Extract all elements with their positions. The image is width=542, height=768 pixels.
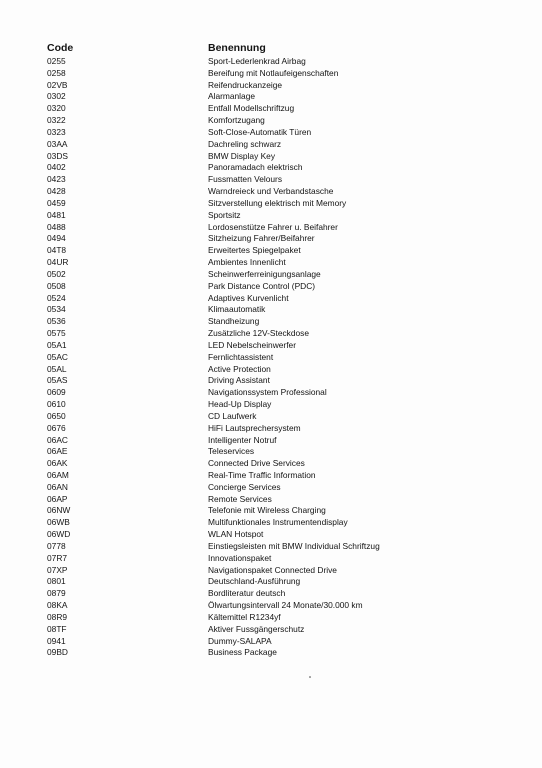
option-code: 05A1	[47, 339, 67, 350]
option-name: Innovationspaket	[208, 552, 272, 563]
option-name: Driving Assistant	[208, 375, 270, 386]
option-name: Standheizung	[208, 316, 260, 327]
option-name: Remote Services	[208, 493, 272, 504]
scan-speck	[309, 676, 311, 678]
table-row	[47, 446, 407, 458]
table-row	[47, 352, 407, 364]
table-row	[47, 565, 407, 577]
option-code: 0575	[47, 328, 66, 339]
option-code: 08KA	[47, 600, 68, 611]
option-name: Aktiver Fussgängerschutz	[208, 623, 305, 634]
table-row	[47, 115, 407, 127]
table-row	[47, 423, 407, 435]
option-code: 0801	[47, 576, 66, 587]
option-name: Connected Drive Services	[208, 458, 305, 469]
option-code: 0676	[47, 422, 66, 433]
table-row	[47, 162, 407, 174]
table-row	[47, 636, 407, 648]
option-name: HiFi Lautsprechersystem	[208, 422, 301, 433]
table-row	[47, 139, 407, 151]
option-code: 04UR	[47, 257, 69, 268]
table-row	[47, 494, 407, 506]
option-name: Einstiegsleisten mit BMW Individual Schriftzug	[208, 540, 380, 551]
option-code: 0428	[47, 186, 66, 197]
option-code: 0459	[47, 197, 66, 208]
option-name: Ölwartungsintervall 24 Monate/30.000 km	[208, 600, 363, 611]
option-code: 0494	[47, 233, 66, 244]
option-name: Navigationssystem Professional	[208, 387, 327, 398]
option-name: Entfall Modellschriftzug	[208, 103, 295, 114]
column-header-code: Code	[47, 42, 74, 54]
table-row	[47, 647, 407, 659]
option-name: Fussmatten Velours	[208, 174, 283, 185]
option-code: 06AK	[47, 458, 68, 469]
option-code: 0778	[47, 540, 66, 551]
option-name: Bereifung mit Notlaufeigenschaften	[208, 67, 339, 78]
table-row	[47, 151, 407, 163]
option-code: 02VB	[47, 79, 68, 90]
table-row	[47, 612, 407, 624]
option-name: Sportsitz	[208, 209, 241, 220]
option-code: 04T8	[47, 245, 67, 256]
option-name: Ambientes Innenlicht	[208, 257, 286, 268]
option-code: 03AA	[47, 138, 68, 149]
table-row	[47, 68, 407, 80]
option-code: 08R9	[47, 611, 68, 622]
option-name: Navigationspaket Connected Drive	[208, 564, 337, 575]
table-row	[47, 91, 407, 103]
option-name: Fernlichtassistent	[208, 351, 274, 362]
option-name: BMW Display Key	[208, 150, 276, 161]
option-name: Sport-Lederlenkrad Airbag	[208, 56, 306, 66]
option-code: 0508	[47, 280, 66, 291]
option-name: Alarmanlage	[208, 91, 256, 102]
option-code: 0302	[47, 91, 66, 102]
table-row	[47, 435, 407, 447]
table-row	[47, 281, 407, 293]
option-name: Adaptives Kurvenlicht	[208, 292, 289, 303]
table-header-row	[47, 41, 407, 56]
option-code: 0650	[47, 410, 66, 421]
option-name: Active Protection	[208, 363, 271, 374]
table-row	[47, 198, 407, 210]
table-row	[47, 517, 407, 529]
table-row	[47, 600, 407, 612]
option-name: Park Distance Control (PDC)	[208, 280, 316, 291]
table-row	[47, 80, 407, 92]
option-code: 09BD	[47, 647, 68, 658]
option-code: 03DS	[47, 150, 68, 161]
table-row	[47, 257, 407, 269]
option-code: 0488	[47, 221, 66, 232]
option-code: 07R7	[47, 552, 68, 563]
option-code: 0323	[47, 126, 66, 137]
option-code: 0322	[47, 115, 66, 126]
option-name: Deutschland-Ausführung	[208, 576, 301, 587]
option-code: 06WD	[47, 529, 71, 540]
option-code: 06AM	[47, 469, 69, 480]
option-name: Erweitertes Spiegelpaket	[208, 245, 301, 256]
option-name: LED Nebelscheinwerfer	[208, 339, 296, 350]
option-name: Dachreling schwarz	[208, 138, 282, 149]
table-row	[47, 411, 407, 423]
option-name: Intelligenter Notruf	[208, 434, 277, 445]
option-code: 0609	[47, 387, 66, 398]
table-row	[47, 174, 407, 186]
option-code: 06AP	[47, 493, 68, 504]
option-code: 0320	[47, 103, 66, 114]
table-row	[47, 222, 407, 234]
table-row	[47, 127, 407, 139]
option-name: Soft-Close-Automatik Türen	[208, 126, 312, 137]
table-row	[47, 316, 407, 328]
table-row	[47, 364, 407, 376]
table-row	[47, 624, 407, 636]
table-row	[47, 387, 407, 399]
option-code: 0941	[47, 635, 66, 646]
option-name: Dummy-SALAPA	[208, 635, 272, 646]
option-code: 06AC	[47, 434, 68, 445]
option-code: 06WB	[47, 517, 70, 528]
option-code: 0524	[47, 292, 66, 303]
table-row	[47, 375, 407, 387]
table-row	[47, 245, 407, 257]
option-name: Sitzheizung Fahrer/Beifahrer	[208, 233, 315, 244]
table-row	[47, 541, 407, 553]
option-code: 07XP	[47, 564, 68, 575]
option-name: Warndreieck und Verbandstasche	[208, 186, 334, 197]
option-code: 06AN	[47, 481, 68, 492]
option-name: Bordliteratur deutsch	[208, 588, 286, 599]
option-code: 0610	[47, 399, 66, 410]
option-name: Kältemittel R1234yf	[208, 611, 281, 622]
table-row	[47, 576, 407, 588]
column-header-name: Benennung	[208, 42, 266, 54]
option-name: Business Package	[208, 647, 277, 658]
option-code: 0879	[47, 588, 66, 599]
table-row	[47, 328, 407, 340]
table-row	[47, 505, 407, 517]
option-name: Klimaautomatik	[208, 304, 266, 315]
option-code: 05AS	[47, 375, 68, 386]
table-row	[47, 529, 407, 541]
option-name: Lordosenstütze Fahrer u. Beifahrer	[208, 221, 338, 232]
option-name: Telefonie mit Wireless Charging	[208, 505, 326, 516]
table-row	[47, 304, 407, 316]
table-row	[47, 470, 407, 482]
option-code-table	[47, 41, 407, 659]
option-name: Real-Time Traffic Information	[208, 469, 316, 480]
option-code: 0255	[47, 56, 66, 66]
table-row	[47, 186, 407, 198]
option-name: Reifendruckanzeige	[208, 79, 283, 90]
table-row	[47, 340, 407, 352]
option-name: Scheinwerferreinigungsanlage	[208, 268, 321, 279]
option-code: 06NW	[47, 505, 71, 516]
option-code: 0536	[47, 316, 66, 327]
option-code: 0423	[47, 174, 66, 185]
table-row	[47, 293, 407, 305]
option-name: Multifunktionales Instrumentendisplay	[208, 517, 348, 528]
table-row	[47, 233, 407, 245]
table-row	[47, 399, 407, 411]
option-code: 05AL	[47, 363, 67, 374]
table-row	[47, 482, 407, 494]
table-row	[47, 269, 407, 281]
option-code: 08TF	[47, 623, 67, 634]
option-code: 0481	[47, 209, 66, 220]
table-row	[47, 56, 407, 68]
table-row	[47, 458, 407, 470]
option-name: Concierge Services	[208, 481, 281, 492]
option-name: Panoramadach elektrisch	[208, 162, 303, 173]
option-code: 0402	[47, 162, 66, 173]
option-code: 0258	[47, 67, 66, 78]
option-code: 06AE	[47, 446, 68, 457]
table-row	[47, 210, 407, 222]
option-name: Head-Up Display	[208, 399, 272, 410]
table-row	[47, 103, 407, 115]
option-name: Teleservices	[208, 446, 255, 457]
option-code: 0502	[47, 268, 66, 279]
option-name: Komfortzugang	[208, 115, 265, 126]
option-name: Sitzverstellung elektrisch mit Memory	[208, 197, 347, 208]
option-code: 05AC	[47, 351, 68, 362]
table-row	[47, 588, 407, 600]
table-row	[47, 553, 407, 565]
option-name: Zusätzliche 12V-Steckdose	[208, 328, 310, 339]
option-code: 0534	[47, 304, 66, 315]
option-name: WLAN Hotspot	[208, 529, 264, 540]
option-name: CD Laufwerk	[208, 410, 257, 421]
